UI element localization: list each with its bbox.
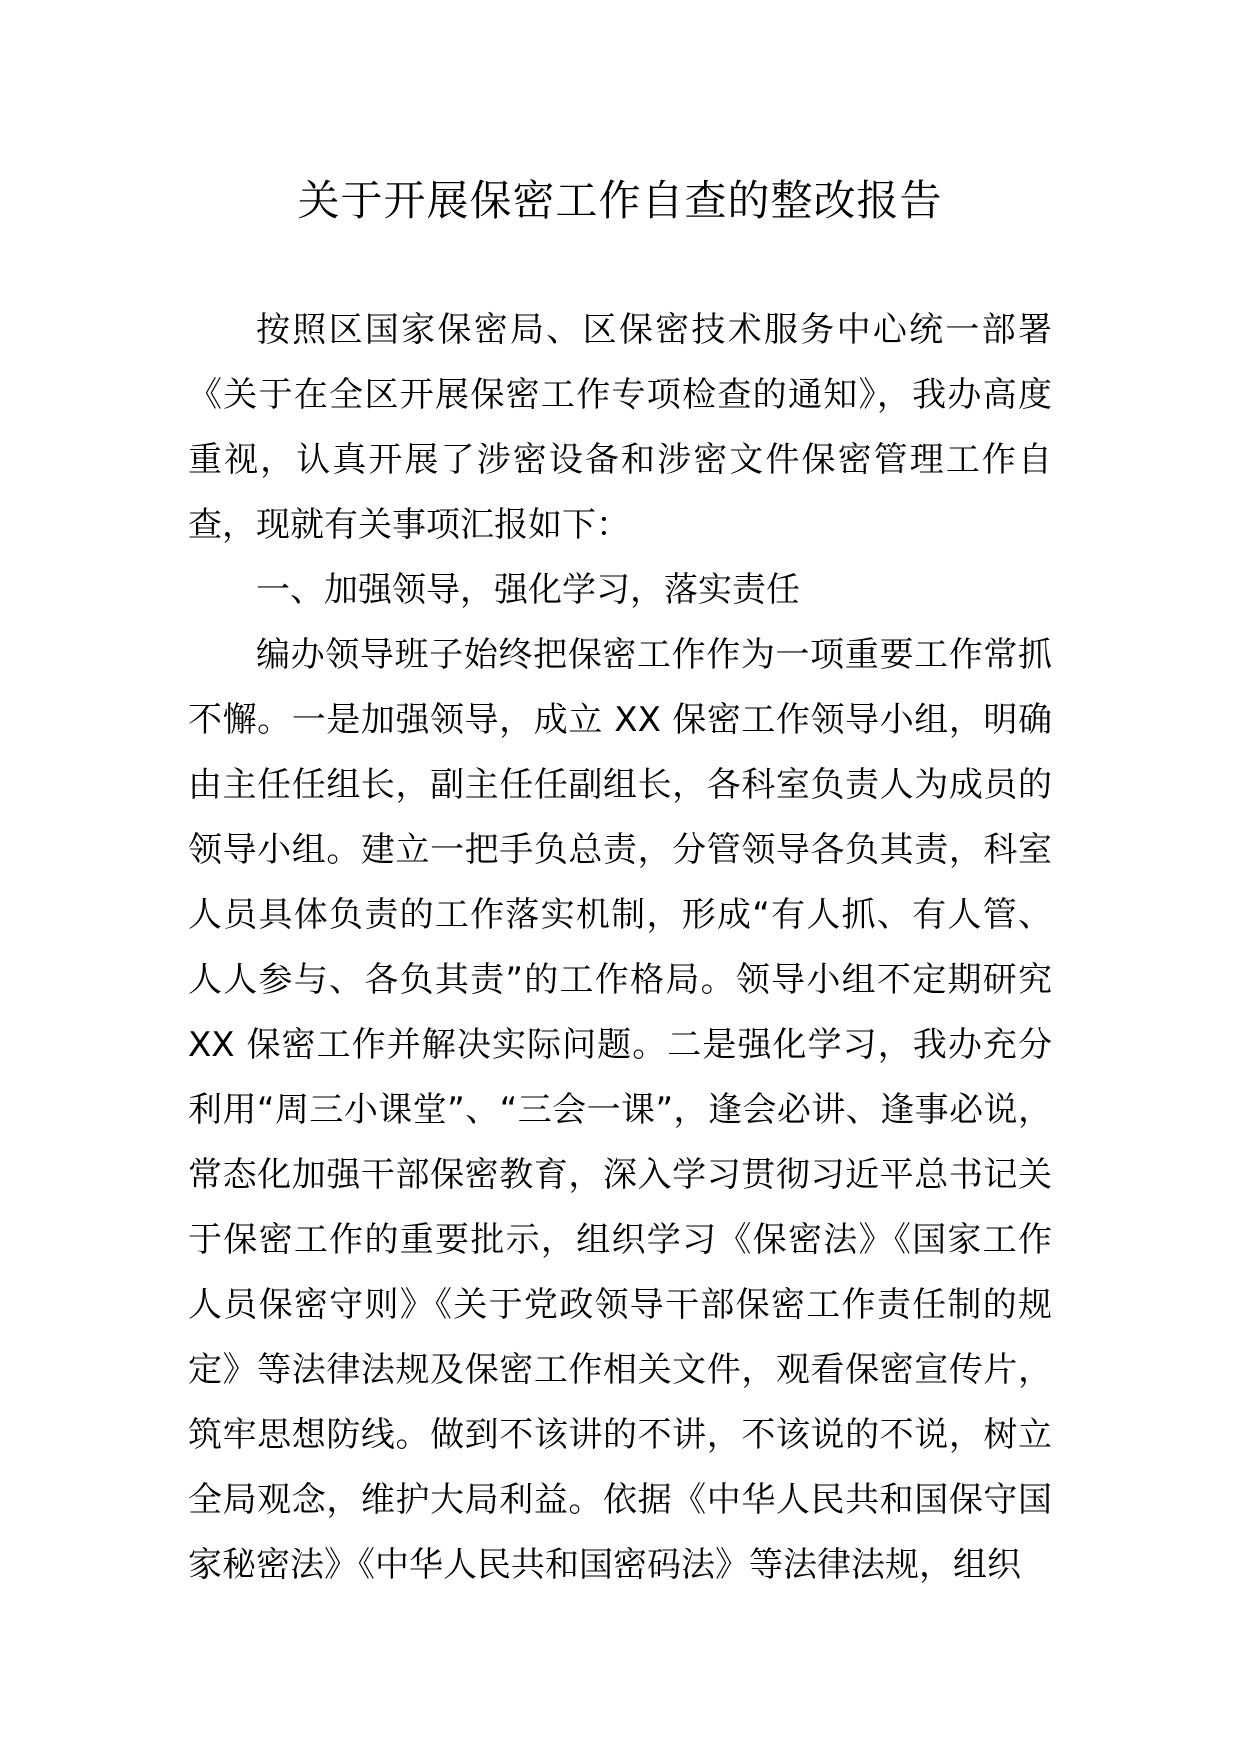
intro-paragraph: 按照区国家保密局、区保密技术服务中心统一部署《关于在全区开展保密工作专项检查的通知》，我办高度重视，认真开展了涉密设备和涉密文件保密管理工作自查，现就有关事项汇报如下：	[188, 310, 1052, 545]
document-body	[188, 298, 1052, 1598]
section-1-paragraph: 编办领导班子始终把保密工作作为一项重要工作常抓不懈。一是加强领导，成立 XX 保密工作领导小组，明确由主任任组长，副主任任副组长，各科室负责人为成员的领导小组。建立一把手负总责，分管领导各负其责，科室人员具体负责的工作落实机制，形成“有人抓、有人管、人人参与、各负其责”的工作格局。领导小组不定期研究 XX 保密工作并解决实际问题。二是强化学习，我办充分利用“周三小课堂”、“三会一课”，逢会必讲、逢事必说，常态化加强干部保密教育，深入学习贯彻习近平总书记关于保密工作的重要批示，组织学习《保密法》《国家工作人员保密守则》《关于党政领导干部保密工作责任制的规定》等法律法规及保密工作相关文件，观看保密宣传片，筑牢思想防线。做到不该讲的不讲，不该说的不说，树立全局观念，维护大局利益。依据《中华人民共和国保守国家秘密法》《中华人民共和国密码法》等法律法规，组织	[188, 635, 1052, 1585]
section-1-heading: 一、加强领导，强化学习，落实责任	[256, 570, 800, 610]
document-title: 关于开展保密工作自查的整改报告	[297, 176, 943, 225]
